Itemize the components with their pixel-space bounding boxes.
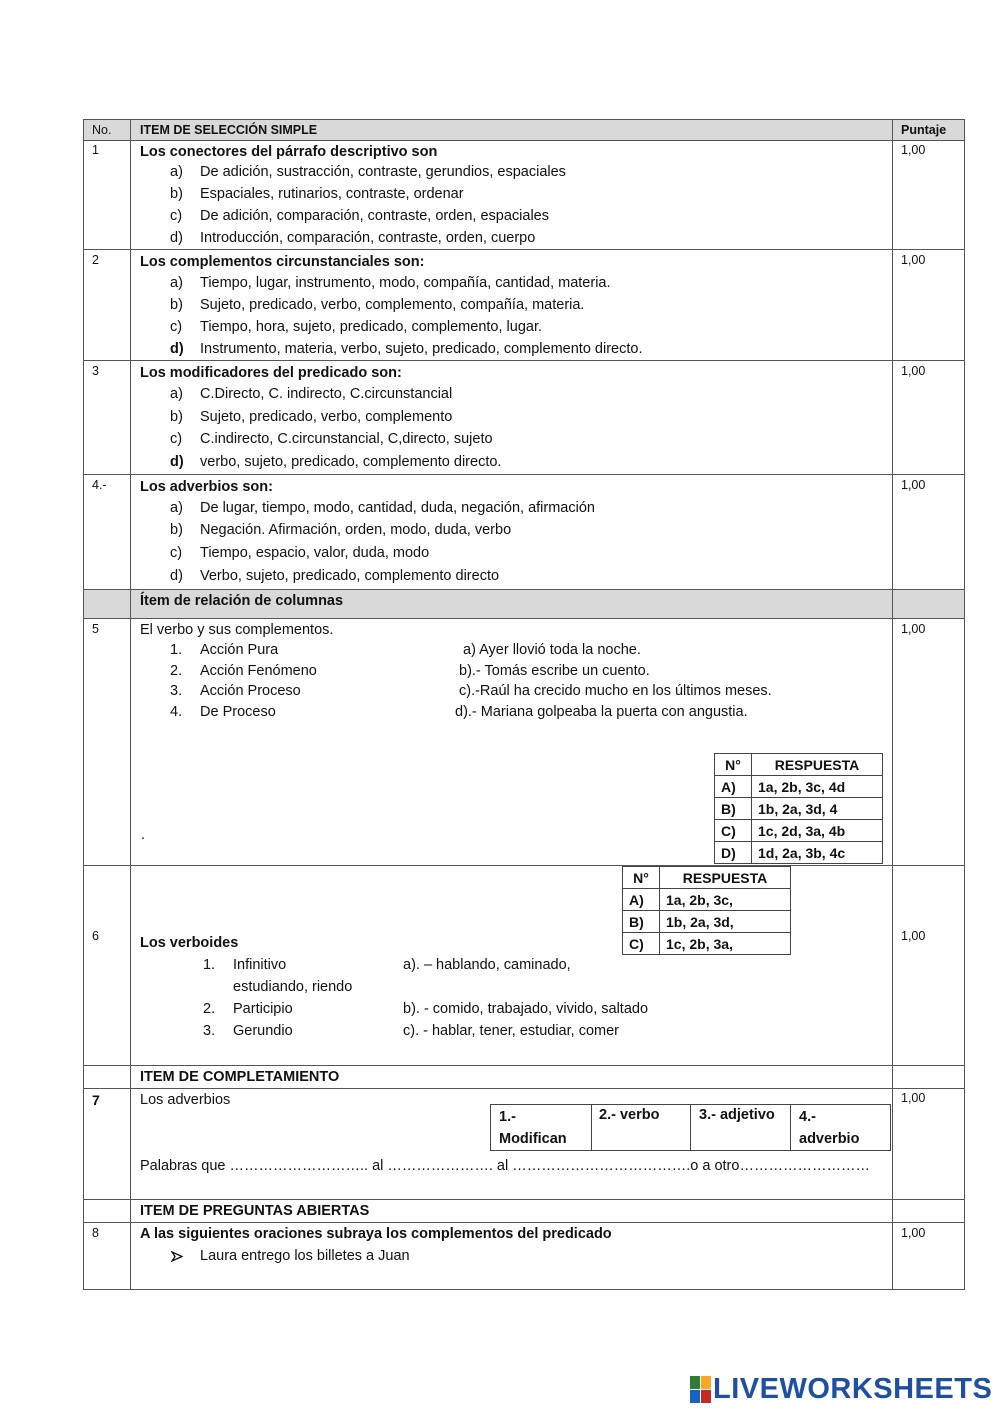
q3-number: 3	[92, 364, 99, 378]
q6-item1b-left: estudiando, riendo	[233, 979, 353, 995]
q5-answer-row[interactable]	[715, 776, 883, 798]
q6-item1-n: 1.	[203, 957, 216, 973]
q4-option-c-letter: c)	[170, 545, 183, 561]
q1-option-d[interactable]: Introducción, comparación, contraste, orden, cuerpo	[200, 230, 536, 246]
q4-option-b[interactable]: Negación. Afirmación, orden, modo, duda, verbo	[200, 522, 512, 538]
q5-answer-val-b: 1b, 2a, 3d, 4	[752, 798, 883, 820]
q3-option-b[interactable]: Sujeto, predicado, verbo, complemento	[200, 409, 453, 425]
q2-number: 2	[92, 253, 99, 267]
q8-number: 8	[92, 1226, 99, 1240]
q1-option-c-letter: c)	[170, 208, 183, 224]
q3-option-d[interactable]: verbo, sujeto, predicado, complemento directo.	[200, 454, 502, 470]
q4-option-b-letter: b)	[170, 522, 183, 538]
q4-option-d-letter: d)	[170, 568, 183, 584]
q6-answer-key-b: B)	[623, 911, 660, 933]
q5-answer-row[interactable]	[715, 842, 883, 864]
q6-item1-left: Infinitivo	[233, 957, 287, 973]
q4-option-a-letter: a)	[170, 500, 183, 516]
q3-option-c-letter: c)	[170, 431, 183, 447]
q5-answer-table	[714, 753, 883, 864]
q1-option-d-letter: d)	[170, 230, 183, 246]
q6-answer-val-c: 1c, 2b, 3a,	[660, 933, 791, 955]
q2-option-a-letter: a)	[170, 275, 183, 291]
q5-left-n1: 1.	[170, 642, 183, 658]
q6-answer-table	[622, 866, 791, 955]
q5-title: El verbo y sus complementos.	[140, 622, 334, 638]
q6-answer-h2: RESPUESTA	[660, 867, 791, 889]
q3-option-b-letter: b)	[170, 409, 183, 425]
q6-item3-right: c). - hablar, tener, estudiar, comer	[403, 1023, 619, 1039]
q1-option-c[interactable]: De adición, comparación, contraste, orden, espaciales	[200, 208, 549, 224]
q2-score: 1,00	[901, 253, 926, 267]
q3-option-d-letter: d)	[170, 454, 184, 470]
q4-option-d[interactable]: Verbo, sujeto, predicado, complemento directo	[200, 568, 500, 584]
q1-number: 1	[92, 143, 99, 157]
q6-number: 6	[92, 929, 99, 943]
q7-word-1: 1.- Modifican	[499, 1109, 567, 1147]
q7-word-4: 4.- adverbio	[799, 1109, 860, 1147]
q1-option-b[interactable]: Espaciales, rutinarios, contraste, ordenar	[200, 186, 464, 202]
q5-answer-row[interactable]	[715, 798, 883, 820]
q6-item1-right: a). – hablando, caminado,	[403, 957, 571, 973]
q1-option-b-letter: b)	[170, 186, 183, 202]
q6-item2-n: 2.	[203, 1001, 216, 1017]
q2-option-b[interactable]: Sujeto, predicado, verbo, complemento, compañía, materia.	[200, 297, 585, 313]
q5-dot: .	[141, 827, 146, 843]
q5-right-a: a) Ayer llovió toda la noche.	[463, 642, 641, 658]
q5-answer-key-c: C)	[715, 820, 752, 842]
q2-option-c[interactable]: Tiempo, hora, sujeto, predicado, complemento, lugar.	[200, 319, 543, 335]
section-relation-title: Ítem de relación de columnas	[140, 593, 344, 609]
header-item: ITEM DE SELECCIÓN SIMPLE	[140, 123, 318, 137]
q6-answer-row[interactable]	[623, 933, 791, 955]
q6-item3-n: 3.	[203, 1023, 216, 1039]
q1-score: 1,00	[901, 143, 926, 157]
q6-item2-left: Participio	[233, 1001, 293, 1017]
q3-title: Los modificadores del predicado son:	[140, 365, 402, 381]
q3-score: 1,00	[901, 364, 926, 378]
q6-answer-val-a: 1a, 2b, 3c,	[660, 889, 791, 911]
q5-left-2: Acción Fenómeno	[200, 663, 317, 679]
q8-sentence[interactable]: Laura entrego los billetes a Juan	[200, 1248, 410, 1264]
q8-title: A las siguientes oraciones subraya los complementos del predicado	[140, 1226, 612, 1242]
q5-answer-h2: RESPUESTA	[752, 754, 883, 776]
q5-number: 5	[92, 622, 99, 636]
header-score: Puntaje	[901, 123, 947, 137]
q2-option-a[interactable]: Tiempo, lugar, instrumento, modo, compañía, cantidad, materia.	[200, 275, 611, 291]
q3-option-c[interactable]: C.indirecto, C.circunstancial, C,directo, sujeto	[200, 431, 493, 447]
q4-option-a[interactable]: De lugar, tiempo, modo, cantidad, duda, negación, afirmación	[200, 500, 595, 516]
q7-word-2: 2.- verbo	[599, 1107, 660, 1123]
q5-left-n4: 4.	[170, 704, 183, 720]
q4-title: Los adverbios son:	[140, 479, 273, 495]
q6-answer-row[interactable]	[623, 911, 791, 933]
q6-item3-left: Gerundio	[233, 1023, 293, 1039]
q3-option-a-letter: a)	[170, 386, 183, 402]
q6-answer-val-b: 1b, 2a, 3d,	[660, 911, 791, 933]
liveworksheets-logo-icon	[690, 1376, 710, 1402]
q6-score: 1,00	[901, 929, 926, 943]
q1-option-a-letter: a)	[170, 164, 183, 180]
q7-number: 7	[92, 1092, 100, 1108]
q5-answer-val-a: 1a, 2b, 3c, 4d	[752, 776, 883, 798]
q5-answer-val-d: 1d, 2a, 3b, 4c	[752, 842, 883, 864]
section-completion-title: ITEM DE COMPLETAMIENTO	[140, 1069, 340, 1085]
q6-answer-key-c: C)	[623, 933, 660, 955]
section-open-title: ITEM DE PREGUNTAS ABIERTAS	[140, 1203, 370, 1219]
header-no: No.	[92, 123, 112, 137]
q5-right-b: b).- Tomás escribe un cuento.	[459, 663, 650, 679]
q7-title: Los adverbios	[140, 1092, 231, 1108]
q6-answer-row[interactable]	[623, 889, 791, 911]
q1-option-a[interactable]: De adición, sustracción, contraste, gerundios, espaciales	[200, 164, 566, 180]
q5-right-d: d).- Mariana golpeaba la puerta con angustia.	[455, 704, 748, 720]
q2-option-b-letter: b)	[170, 297, 183, 313]
arrow-bullet-icon	[171, 1251, 183, 1262]
q5-answer-key-d: D)	[715, 842, 752, 864]
q6-title: Los verboides	[140, 935, 239, 951]
liveworksheets-logo[interactable]	[690, 1373, 992, 1405]
q4-number: 4.-	[92, 478, 107, 492]
q5-answer-key-a: A)	[715, 776, 752, 798]
q5-left-3: Acción Proceso	[200, 683, 301, 699]
q6-answer-key-a: A)	[623, 889, 660, 911]
q5-right-c: c).-Raúl ha crecido mucho en los últimos meses.	[459, 683, 772, 699]
q2-option-d[interactable]: Instrumento, materia, verbo, sujeto, predicado, complemento directo.	[200, 341, 643, 357]
q2-title: Los complementos circunstanciales son:	[140, 254, 425, 270]
q8-score: 1,00	[901, 1226, 926, 1240]
q4-score: 1,00	[901, 478, 926, 492]
q7-word-3: 3.- adjetivo	[699, 1107, 775, 1123]
q5-left-4: De Proceso	[200, 704, 276, 720]
q4-option-c[interactable]: Tiempo, espacio, valor, duda, modo	[200, 545, 430, 561]
q2-option-c-letter: c)	[170, 319, 183, 335]
q5-answer-h1: N°	[715, 754, 752, 776]
q5-left-n2: 2.	[170, 663, 183, 679]
q2-option-d-letter: d)	[170, 341, 184, 357]
q3-option-a[interactable]: C.Directo, C. indirecto, C.circunstancial	[200, 386, 453, 402]
q5-answer-val-c: 1c, 2d, 3a, 4b	[752, 820, 883, 842]
q5-left-n3: 3.	[170, 683, 183, 699]
q6-answer-h1: N°	[623, 867, 660, 889]
q7-score: 1,00	[901, 1091, 926, 1105]
q5-answer-key-b: B)	[715, 798, 752, 820]
q5-score: 1,00	[901, 622, 926, 636]
q5-answer-row[interactable]	[715, 820, 883, 842]
q5-left-1: Acción Pura	[200, 642, 279, 658]
q1-title: Los conectores del párrafo descriptivo son	[140, 144, 438, 160]
q7-sentence[interactable]: Palabras que ……………………….. al …………………. al ……………………………….o a otro………………………	[140, 1158, 870, 1174]
logo-text: LIVEWORKSHEETS	[713, 1372, 993, 1405]
q6-item2-right: b). - comido, trabajado, vivido, saltado	[403, 1001, 649, 1017]
